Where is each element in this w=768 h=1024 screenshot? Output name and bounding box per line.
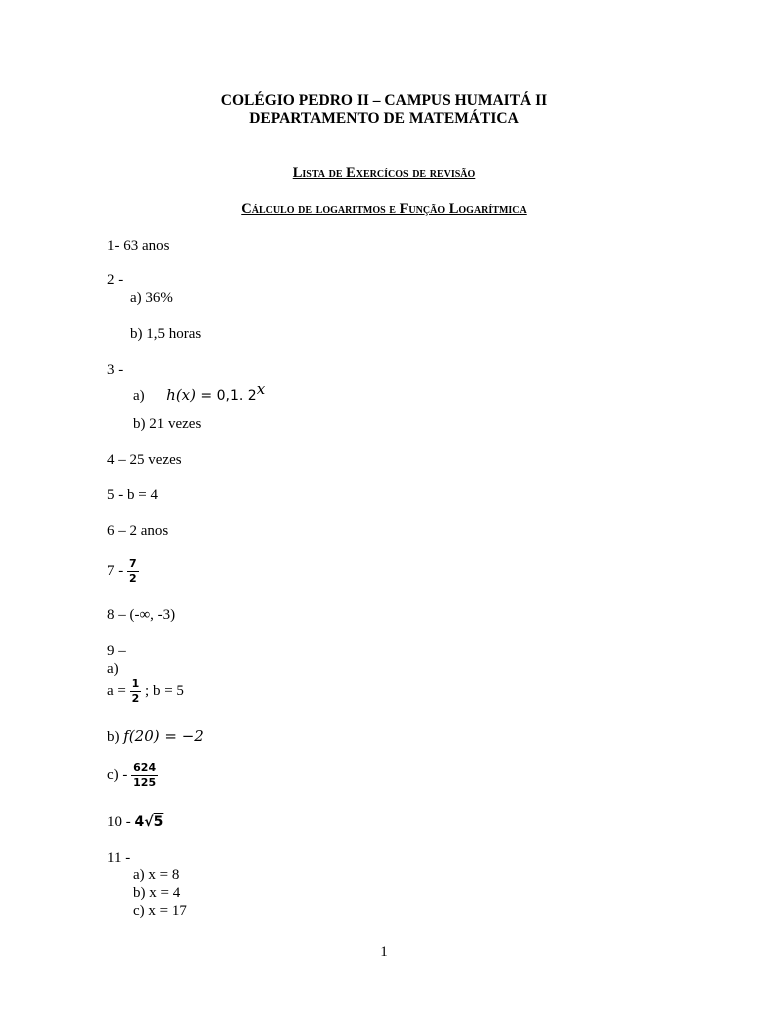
answer-7	[107, 557, 139, 586]
answer-9c-numerator: 624	[133, 761, 157, 774]
answer-6: 6 – 2 anos	[107, 523, 169, 539]
answer-3a-lhs: h(x)	[166, 386, 196, 404]
answer-9b-label: b)	[107, 729, 120, 745]
page-number: 1	[380, 944, 388, 960]
school-name: COLÉGIO PEDRO II – CAMPUS HUMAITÁ II	[220, 92, 548, 109]
answer-8: 8 – (-∞, -3)	[107, 607, 176, 623]
answer-9a-fraction	[130, 677, 142, 706]
answer-9a-prefix: a =	[107, 683, 130, 699]
answer-9b-expression: f(20) = −2	[123, 727, 204, 745]
answer-9a	[107, 677, 184, 706]
answer-7-denominator: 2	[129, 572, 137, 585]
answer-7-numerator: 7	[129, 557, 137, 570]
list-title: Lista de Exercícos de revisão	[292, 165, 476, 181]
answer-10-root-sign: √	[144, 814, 154, 830]
answer-11a: a) x = 8	[133, 867, 180, 883]
answer-9a-suffix: ; b = 5	[141, 683, 184, 699]
topic-title: Cálculo de logaritmos e Função Logarítmica	[241, 201, 527, 217]
answer-3a	[133, 380, 265, 405]
answer-3-label: 3 -	[107, 362, 124, 378]
answer-9b	[107, 727, 204, 746]
answer-3a-exponent: x	[256, 380, 266, 398]
answer-3a-equation: = 0,1. 2	[195, 388, 257, 404]
answer-2b: b) 1,5 horas	[130, 326, 202, 342]
answer-10	[107, 814, 163, 831]
answer-10-radicand: 5	[153, 814, 164, 830]
answer-11-label: 11 -	[107, 850, 131, 866]
answer-9-label: 9 –	[107, 643, 126, 659]
answer-9c	[107, 761, 158, 790]
answer-11b: b) x = 4	[133, 885, 181, 901]
answer-2-label: 2 -	[107, 272, 124, 288]
answer-2a: a) 36%	[130, 290, 173, 306]
department-name: DEPARTAMENTO DE MATEMÁTICA	[249, 110, 519, 127]
answer-4: 4 – 25 vezes	[107, 452, 182, 468]
answer-3a-label: a)	[133, 388, 145, 404]
answer-10-label: 10 -	[107, 814, 131, 830]
answer-9c-label: c) -	[107, 767, 128, 783]
answer-9c-fraction	[131, 761, 158, 790]
answer-3b: b) 21 vezes	[133, 416, 202, 432]
answer-9a-numerator: 1	[131, 677, 140, 690]
answer-11c: c) x = 17	[133, 903, 187, 919]
answer-9a-label: a)	[107, 661, 119, 677]
answer-9c-denominator: 125	[133, 776, 157, 789]
answer-7-fraction	[127, 557, 139, 586]
answer-1: 1- 63 anos	[107, 238, 170, 254]
answer-10-coefficient: 4	[134, 814, 145, 830]
answer-10-expression	[135, 814, 164, 830]
answer-9a-denominator: 2	[131, 692, 140, 705]
answer-5: 5 - b = 4	[107, 487, 158, 503]
answer-7-label: 7 -	[107, 563, 124, 579]
